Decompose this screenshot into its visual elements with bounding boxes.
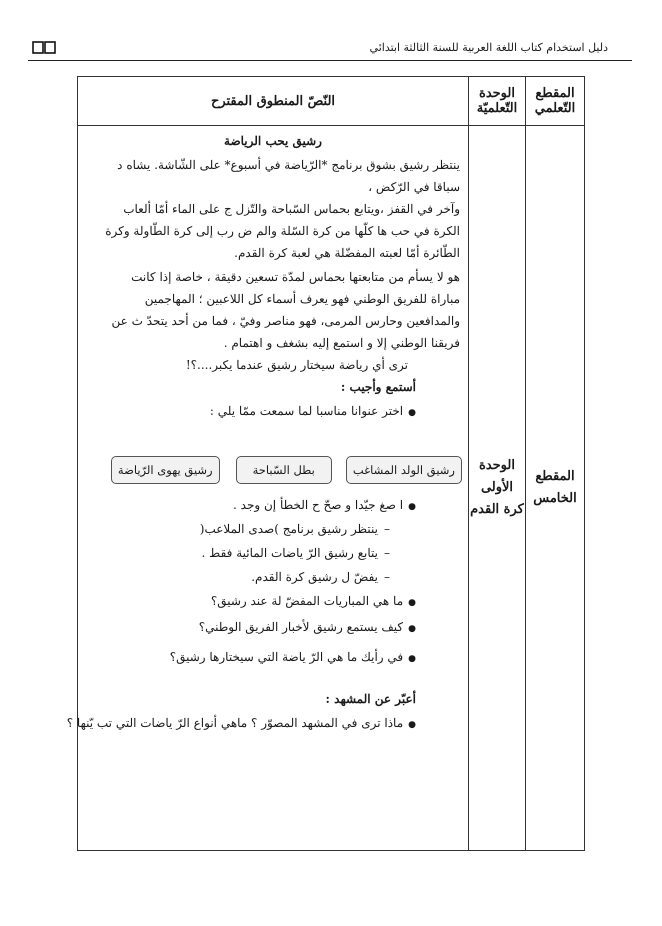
story-line: والمدافعين وحارس المرمى، فهو مناصر وفيّ ، فما من أحد يتحدّ ث عن xyxy=(111,314,460,328)
col-header-unit: الوحدة التّعلميّة xyxy=(469,77,526,126)
text-content xyxy=(66,126,468,850)
story-line: الكرة في حب ها كلّها من كرة السّلة والم ض رب إلى كرة الطّاولة وكرة xyxy=(105,224,460,238)
listen-question: ● ما هي المباريات المفضّ لة عند رشيق؟ xyxy=(86,590,416,614)
story-line: هو لا يسأم من متابعتها بحماس لمدّة تسعين دقيقة ، خاصة إذا كانت xyxy=(131,270,460,284)
header-title: دليل استخدام كتاب اللغة العربية للسنة الثالثة ابتدائي xyxy=(369,41,608,54)
story-line: سباقا في الرّكض ، xyxy=(368,180,460,194)
story-line: ينتظر رشيق بشوق برنامج *الرّياضة في أسبوع* على الشّاشة. يشاه د xyxy=(117,158,460,172)
story-line: مباراة للفريق الوطني فهو يعرف أسماء كل اللاعبين ؛ المهاجمين xyxy=(144,292,460,306)
sequence-cell: المقطع الخامس xyxy=(526,126,585,851)
scene-question: ● ماذا ترى في المشهد المصوّر ؟ ماهي أنواع الرّ ياضات التي تب يّنها ؟ xyxy=(86,712,416,736)
scene-heading: أعبّر عن المشهد : xyxy=(325,692,416,706)
unit-cell: الوحدة الأولى كرة القدم xyxy=(469,126,526,851)
listen-question: ● ا صغ جيّدا و صحّ ح الخطأ إن وجد . xyxy=(86,494,416,518)
listen-question: ● اختر عنوانا مناسبا لما سمعت ممّا يلي : xyxy=(86,400,416,424)
col-header-sequence: المقطع التّعلمي xyxy=(526,77,585,126)
listen-question: ● كيف يستمع رشيق لأخبار الفريق الوطني؟ xyxy=(86,616,416,640)
statement-item: – يتابع رشيق الرّ ياضات المائية فقط . xyxy=(86,542,390,564)
option-box: بطل السّباحة xyxy=(236,456,332,484)
listen-question: ● في رأيك ما هي الرّ ياضة التي سيختارها رشيق؟ xyxy=(86,646,416,670)
header-divider xyxy=(28,60,632,61)
option-box: رشيق يهوى الرّياضة xyxy=(111,456,220,484)
book-icon xyxy=(32,41,56,54)
story-line: فريقنا الوطني إلا و استمع إليه بشغف و اهتمام . xyxy=(223,336,460,350)
story-line: ترى أي رياضة سيختار رشيق عندما يكبر....؟! xyxy=(185,358,408,372)
option-box: رشيق الولد المشاغب xyxy=(346,456,462,484)
story-line: وآخر في القفز ،ويتابع بحماس السّباحة والتّزل ج على الماء أمّا ألعاب xyxy=(123,202,460,216)
statement-item: – يفضّ ل رشيق كرة القدم. xyxy=(86,566,390,588)
story-line: الطّائرة أمّا لعبته المفضّلة هي لعبة كرة القدم. xyxy=(234,246,460,260)
lesson-table xyxy=(66,76,585,851)
story-title: رشيق يحب الرياضة xyxy=(224,134,322,148)
title-options xyxy=(84,456,462,486)
statement-item: – ينتظر رشيق برنامج )صدى الملاعب( xyxy=(86,518,390,540)
listen-heading: أستمع وأجيب : xyxy=(340,380,416,394)
col-header-text: النّصّ المنطوق المقترح xyxy=(78,77,469,126)
text-cell xyxy=(66,126,469,851)
page-header xyxy=(28,38,628,58)
